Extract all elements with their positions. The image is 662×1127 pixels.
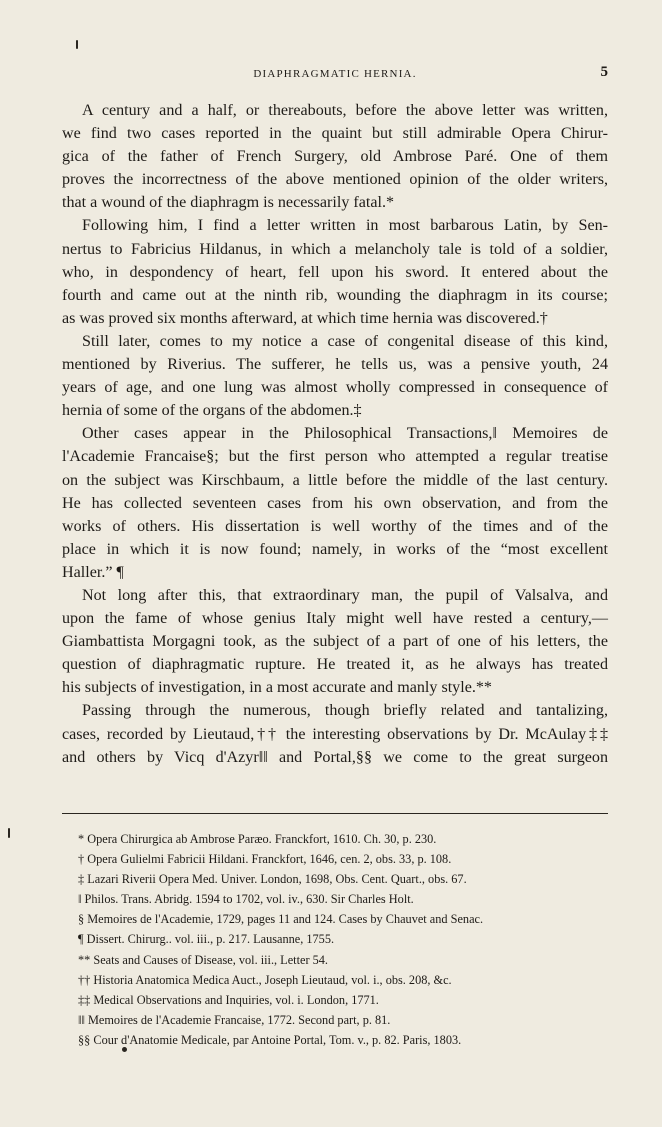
text-line: place in which it is now found; namely, in works of the “most excellent <box>62 540 608 558</box>
text-line: cases, recorded by Lieutaud,†† the interesting observations by Dr. McAulay‡‡ <box>62 725 608 743</box>
ink-speck <box>122 1047 127 1052</box>
text-line: l'Academie Francaise§; but the first person who attempted a regular treatise <box>62 448 608 466</box>
text-line: mentioned by Riverius. The sufferer, he tells us, was a pensive youth, 24 <box>62 356 608 374</box>
footnote: ‖ Philos. Trans. Abridg. 1594 to 1702, vol. iv., 630. Sir Charles Holt. <box>78 892 414 907</box>
text-line: on the subject was Kirschbaum, a little before the middle of the last century. <box>62 471 608 489</box>
text-line: question of diaphragmatic rupture. He treated it, as he always has treated <box>62 656 608 674</box>
text-line: Haller.” ¶ <box>62 563 124 581</box>
text-line: we find two cases reported in the quaint but still admirable Opera Chirur- <box>62 125 608 143</box>
text-line: fourth and came out at the ninth rib, wounding the diaphragm in its course; <box>62 286 608 304</box>
text-line: proves the incorrectness of the above mentioned opinion of the older writers, <box>62 171 608 189</box>
text-line: nertus to Fabricius Hildanus, in which a melancholy tale is told of a soldier, <box>62 240 608 258</box>
footnote: ‡‡ Medical Observations and Inquiries, vol. i. London, 1771. <box>78 992 379 1007</box>
text-line: years of age, and one lung was almost wholly compressed in consequence of <box>62 379 608 397</box>
footnote: ‡ Lazari Riverii Opera Med. Univer. London, 1698, Obs. Cent. Quart., obs. 67. <box>78 872 467 887</box>
text-line: his subjects of investigation, in a most accurate and manly style.** <box>62 679 492 697</box>
text-line: Other cases appear in the Philosophical Transactions,‖ Memoires de <box>82 425 608 443</box>
ink-speck <box>8 828 10 838</box>
page-number: 5 <box>600 64 608 80</box>
footnote: §§ Cour d'Anatomie Medicale, par Antoine Portal, Tom. v., p. 82. Paris, 1803. <box>78 1032 462 1047</box>
text-line: gica of the father of French Surgery, old Ambrose Paré. One of them <box>62 148 608 166</box>
text-line: Not long after this, that extraordinary man, the pupil of Valsalva, and <box>82 586 608 604</box>
text-line: upon the fame of whose genius Italy might well have rested a century,— <box>62 610 608 628</box>
footnote: ** Seats and Causes of Disease, vol. iii., Letter 54. <box>78 952 328 967</box>
running-head <box>62 64 608 84</box>
text-line: hernia of some of the organs of the abdomen.‡ <box>62 402 362 420</box>
text-line: A century and a half, or thereabouts, before the above letter was written, <box>82 102 608 119</box>
footnote: ‖‖ Memoires de l'Academie Francaise, 1772. Second part, p. 81. <box>78 1012 391 1027</box>
text-line: Still later, comes to my notice a case of congenital disease of this kind, <box>82 332 608 350</box>
text-line: Passing through the numerous, though briefly related and tantalizing, <box>82 702 608 720</box>
footnote: § Memoires de l'Academie, 1729, pages 11 and 124. Cases by Chauvet and Senac. <box>78 912 484 927</box>
text-line: and others by Vicq d'Azyr‖‖ and Portal,§§ we come to the great surgeon <box>62 748 608 766</box>
ink-speck <box>76 40 78 49</box>
footnote: † Opera Gulielmi Fabricii Hildani. Franckfort, 1646, cen. 2, obs. 33, p. 108. <box>78 852 452 867</box>
text-line: He has collected seventeen cases from his own observation, and from the <box>62 494 608 512</box>
footnote: * Opera Chirurgica ab Ambrose Paræo. Franckfort, 1610. Ch. 30, p. 230. <box>78 832 437 846</box>
text-line: Following him, I find a letter written in most barbarous Latin, by Sen- <box>82 217 608 235</box>
footnote: ¶ Dissert. Chirurg.. vol. iii., p. 217. Lausanne, 1755. <box>78 932 335 947</box>
text-line: as was proved six months afterward, at which time hernia was discovered.† <box>62 309 548 327</box>
running-title: DIAPHRAGMATIC HERNIA. <box>253 68 417 80</box>
text-line: Giambattista Morgagni took, as the subject of a part of one of his letters, the <box>62 633 608 651</box>
text-line: that a wound of the diaphragm is necessarily fatal.* <box>62 194 395 212</box>
footnote: †† Historia Anatomica Medica Auct., Joseph Lieutaud, vol. i., obs. 208, &c. <box>78 972 452 987</box>
text-line: works of others. His dissertation is well worthy of the times and of the <box>62 517 608 535</box>
footnote-divider <box>62 813 608 814</box>
text-line: who, in despondency of heart, fell upon his sword. It entered about the <box>62 263 608 281</box>
body-text <box>62 99 608 769</box>
footnotes <box>78 829 598 1050</box>
